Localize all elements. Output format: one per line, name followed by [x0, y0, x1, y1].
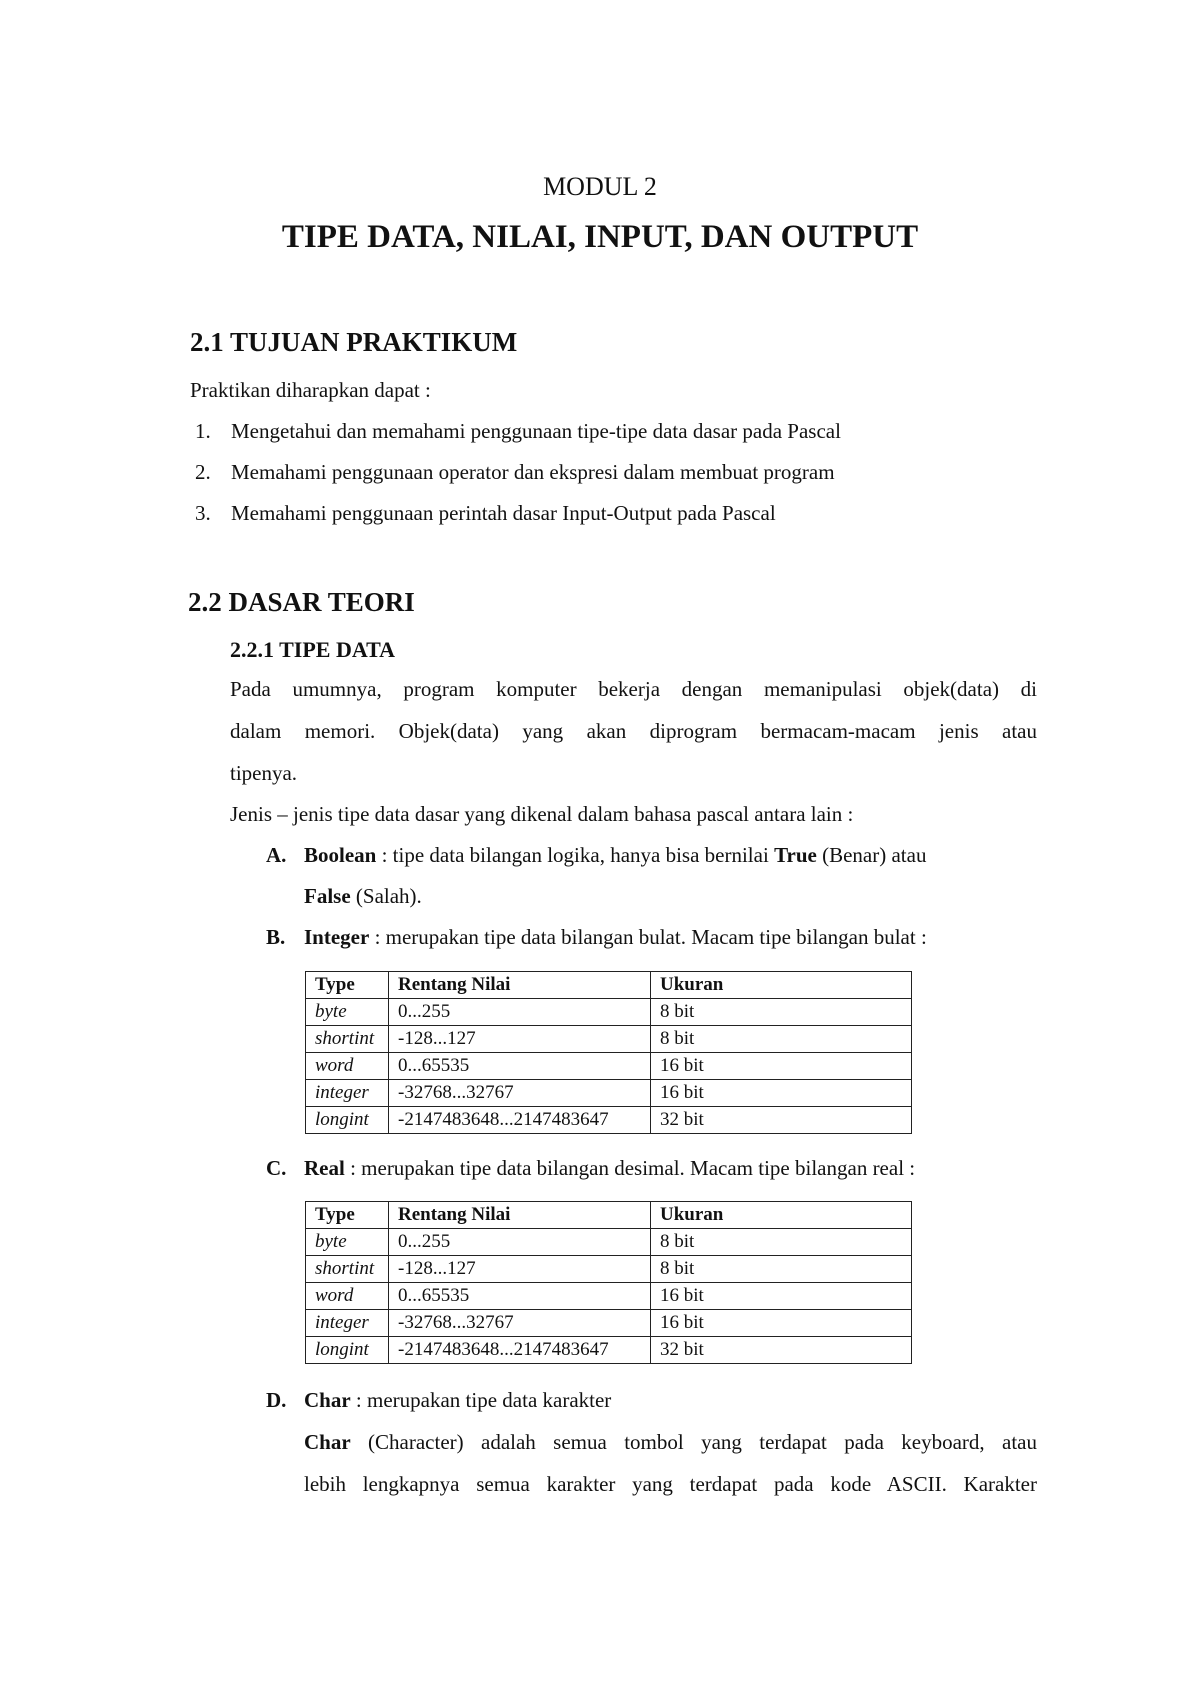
type-item-char — [266, 1388, 611, 1413]
type-item-boolean-cont — [304, 884, 422, 909]
column-header: Type — [306, 1202, 389, 1229]
item-text: (Benar) atau — [816, 843, 927, 867]
document-title: TIPE DATA, NILAI, INPUT, DAN OUTPUT — [281, 219, 919, 255]
term-false: False — [304, 884, 351, 908]
range-cell: 0...255 — [389, 999, 651, 1026]
size-cell: 32 bit — [651, 1107, 912, 1134]
range-cell: -2147483648...2147483647 — [389, 1337, 651, 1364]
list-item — [195, 460, 835, 485]
section-heading-tujuan: 2.1 TUJUAN PRAKTIKUM — [190, 327, 518, 357]
item-text: : merupakan tipe data bilangan desimal. Macam tipe bilangan real : — [344, 1156, 916, 1180]
item-text: : merupakan tipe data karakter — [350, 1388, 612, 1412]
range-cell: -32768...32767 — [389, 1310, 651, 1337]
size-cell: 16 bit — [651, 1310, 912, 1337]
char-description-line — [304, 1430, 1037, 1455]
item-text: (Salah). — [350, 884, 422, 908]
item-letter: D. — [266, 1388, 287, 1412]
list-item-text: Memahami penggunaan perintah dasar Input-Output pada Pascal — [231, 501, 776, 525]
table-row — [306, 1080, 912, 1107]
size-cell: 16 bit — [651, 1283, 912, 1310]
type-item-real — [266, 1156, 915, 1181]
size-cell: 8 bit — [651, 1256, 912, 1283]
range-cell: 0...255 — [389, 1229, 651, 1256]
item-text: (Character) adalah semua tombol yang terdapat pada keyboard, atau — [350, 1430, 1037, 1454]
type-item-boolean — [266, 843, 926, 868]
size-cell: 8 bit — [651, 999, 912, 1026]
module-label: MODUL 2 — [543, 172, 657, 201]
type-name-cell: longint — [306, 1337, 389, 1364]
jenis-intro-line: Jenis – jenis tipe data dasar yang dikenal dalam bahasa pascal antara lain : — [230, 802, 854, 826]
column-header: Rentang Nilai — [389, 972, 651, 999]
range-cell: -2147483648...2147483647 — [389, 1107, 651, 1134]
range-cell: -128...127 — [389, 1026, 651, 1053]
type-item-integer — [266, 925, 927, 950]
size-cell: 8 bit — [651, 1229, 912, 1256]
type-name-cell: shortint — [306, 1256, 389, 1283]
size-cell: 8 bit — [651, 1026, 912, 1053]
table-header-row — [306, 1202, 912, 1229]
range-cell: -32768...32767 — [389, 1080, 651, 1107]
type-name-cell: byte — [306, 999, 389, 1026]
section-heading-dasar-teori: 2.2 DASAR TEORI — [188, 587, 415, 617]
column-header: Rentang Nilai — [389, 1202, 651, 1229]
type-name-cell: byte — [306, 1229, 389, 1256]
char-description-line: lebih lengkapnya semua karakter yang terdapat pada kode ASCII. Karakter — [304, 1472, 1037, 1496]
term-boolean: Boolean — [304, 843, 377, 867]
real-type-table — [305, 1201, 912, 1364]
item-letter: A. — [266, 843, 287, 867]
table-row — [306, 1337, 912, 1364]
column-header: Ukuran — [651, 972, 912, 999]
section-intro: Praktikan diharapkan dapat : — [190, 378, 431, 402]
term-char: Char — [304, 1430, 351, 1454]
type-name-cell: word — [306, 1283, 389, 1310]
range-cell: 0...65535 — [389, 1283, 651, 1310]
item-text: : tipe data bilangan logika, hanya bisa bernilai — [376, 843, 775, 867]
size-cell: 32 bit — [651, 1337, 912, 1364]
item-text: : merupakan tipe data bilangan bulat. Macam tipe bilangan bulat : — [369, 925, 927, 949]
range-cell: 0...65535 — [389, 1053, 651, 1080]
term-char: Char — [304, 1388, 351, 1412]
term-real: Real — [304, 1156, 345, 1180]
table-row — [306, 1229, 912, 1256]
type-name-cell: longint — [306, 1107, 389, 1134]
table-row — [306, 1053, 912, 1080]
type-name-cell: shortint — [306, 1026, 389, 1053]
range-cell: -128...127 — [389, 1256, 651, 1283]
item-letter: C. — [266, 1156, 287, 1180]
term-true: True — [774, 843, 817, 867]
paragraph-line: tipenya. — [230, 761, 298, 785]
table-header-row — [306, 972, 912, 999]
table-row — [306, 1256, 912, 1283]
table-row — [306, 999, 912, 1026]
column-header: Ukuran — [651, 1202, 912, 1229]
table-row — [306, 1026, 912, 1053]
item-letter: B. — [266, 925, 286, 949]
type-name-cell: integer — [306, 1080, 389, 1107]
term-integer: Integer — [304, 925, 370, 949]
integer-type-table — [305, 971, 912, 1134]
list-item — [195, 501, 776, 526]
paragraph-line: dalam memori. Objek(data) yang akan diprogram bermacam-macam jenis atau — [230, 719, 1037, 743]
type-name-cell: integer — [306, 1310, 389, 1337]
column-header: Type — [306, 972, 389, 999]
table-row — [306, 1107, 912, 1134]
list-item-text: Memahami penggunaan operator dan ekspresi dalam membuat program — [231, 460, 835, 484]
list-item-number: 2. — [195, 460, 211, 484]
size-cell: 16 bit — [651, 1080, 912, 1107]
list-item-number: 3. — [195, 501, 211, 525]
paragraph-line: Pada umumnya, program komputer bekerja dengan memanipulasi objek(data) di — [230, 677, 1037, 701]
table-row — [306, 1310, 912, 1337]
size-cell: 16 bit — [651, 1053, 912, 1080]
list-item-text: Mengetahui dan memahami penggunaan tipe-tipe data dasar pada Pascal — [231, 419, 841, 443]
list-item — [195, 419, 841, 444]
type-name-cell: word — [306, 1053, 389, 1080]
table-row — [306, 1283, 912, 1310]
subsection-heading-tipe-data: 2.2.1 TIPE DATA — [230, 637, 396, 662]
list-item-number: 1. — [195, 419, 211, 443]
